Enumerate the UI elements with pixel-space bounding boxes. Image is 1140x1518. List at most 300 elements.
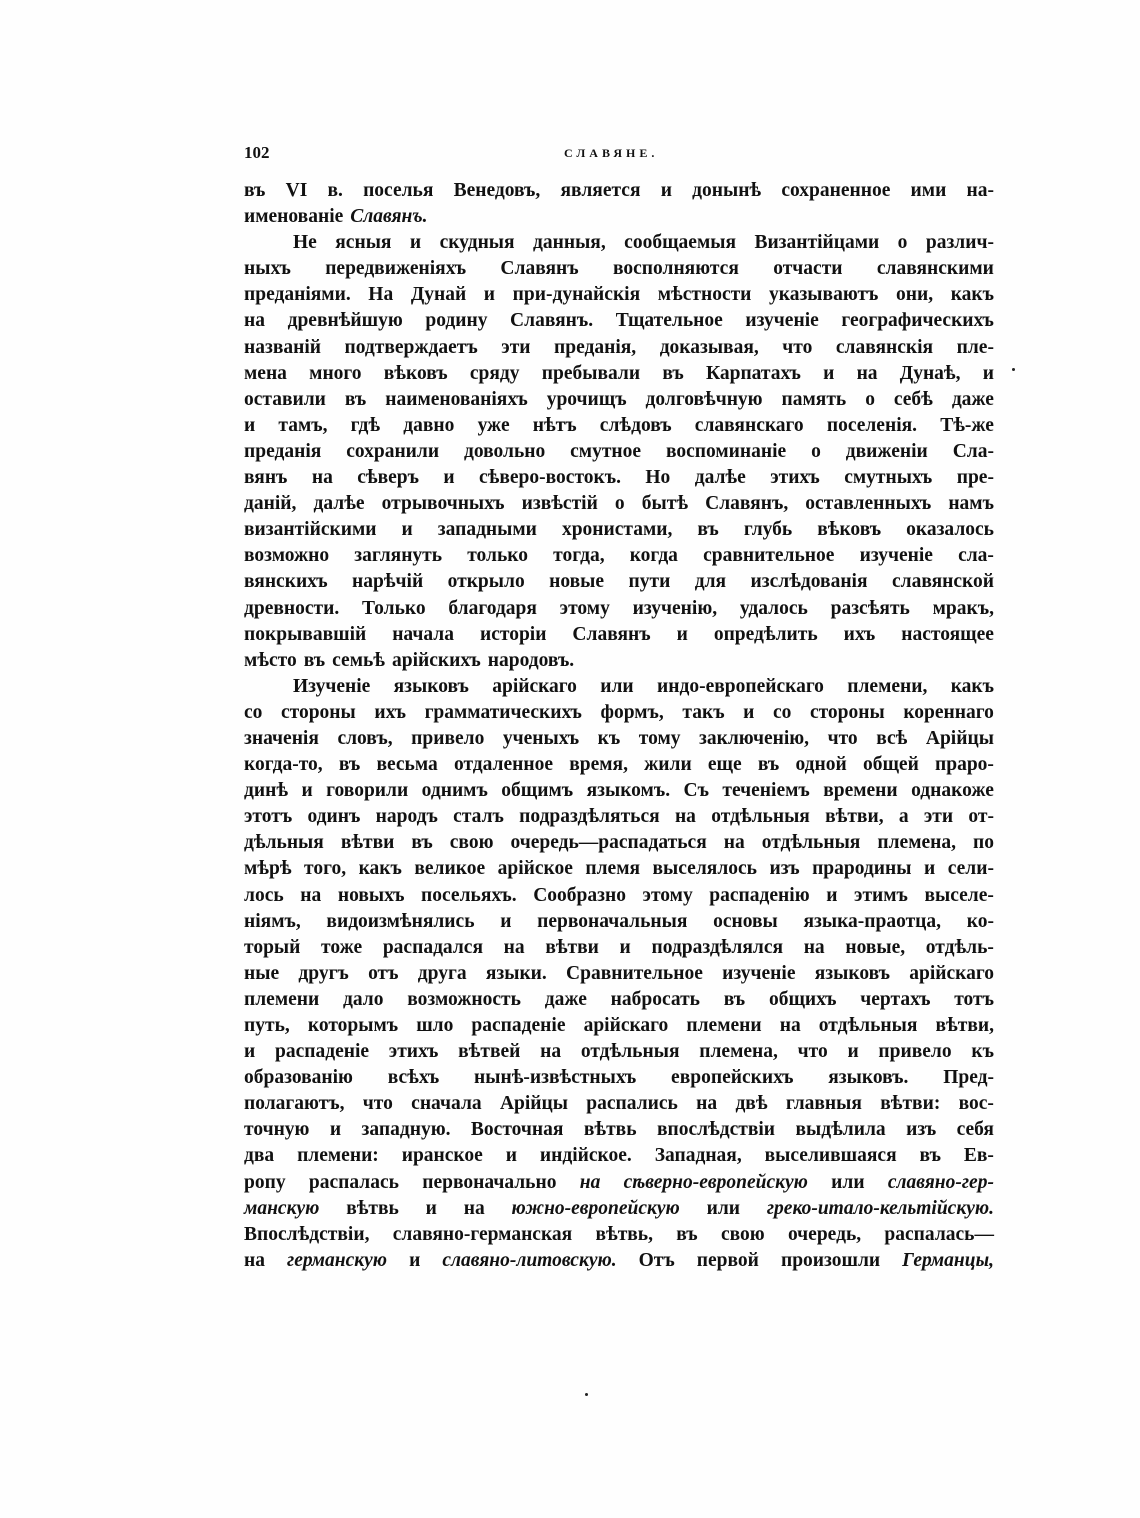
word: только [467, 545, 528, 567]
word: нѣтъ [532, 414, 577, 436]
word: со [772, 701, 792, 723]
word: мракъ, [932, 597, 994, 619]
word: прaро- [935, 754, 994, 776]
word: намъ [948, 493, 994, 515]
word: ніямъ, [244, 910, 301, 932]
word: славянскаго [694, 414, 804, 436]
word: открыло [447, 571, 525, 593]
word: удалось [739, 597, 808, 619]
word: въ [344, 388, 367, 410]
word: когда-то, [244, 754, 323, 776]
word: что [827, 727, 858, 749]
word: изученіе [745, 310, 819, 332]
text-line [244, 1248, 994, 1274]
italic-word: славяно-литовскую. [442, 1249, 617, 1271]
word: новые, [845, 936, 906, 958]
text-line [244, 935, 994, 961]
word: въ [662, 362, 684, 384]
word: ныхъ [244, 258, 291, 280]
word: первой [696, 1249, 759, 1271]
word: вѣковъ [817, 519, 882, 541]
word: говорили [326, 780, 409, 802]
text-line [244, 1065, 994, 1091]
word: гдѣ [350, 414, 381, 436]
word: географическихъ [841, 310, 994, 332]
text-line [244, 517, 994, 543]
word: вѣтви [545, 936, 599, 958]
word: долговѣчную [645, 388, 763, 410]
word: языки. [485, 962, 547, 984]
word: много [309, 362, 362, 384]
word: сохранили [346, 440, 440, 462]
word: преданіями. [244, 284, 351, 306]
word: арійскаго [583, 1015, 669, 1036]
word: доказывая, [659, 336, 759, 358]
word: языковъ [814, 962, 891, 984]
text-line [244, 1170, 994, 1196]
word: Пред- [943, 1067, 994, 1089]
text-line [244, 1013, 994, 1039]
word: и [923, 858, 936, 880]
word: отдаленное [453, 754, 554, 776]
word: от- [968, 806, 994, 828]
text-line [244, 883, 994, 909]
word: нынѣ-извѣстныхъ [474, 1067, 637, 1089]
word: великое [414, 858, 486, 880]
running-head: СЛАВЯНЕ. [564, 146, 659, 160]
word: въ [697, 519, 719, 541]
word: въ [411, 832, 433, 854]
word: пути [628, 571, 671, 593]
word: славянскія [835, 336, 934, 358]
word: арійское [497, 858, 573, 880]
word: родину [425, 310, 488, 332]
word: сели- [947, 858, 994, 880]
word: покрывавшій [244, 623, 367, 645]
text-line [244, 230, 994, 256]
word: этихъ [770, 467, 820, 489]
word: Дунай [410, 284, 467, 306]
word: въ [338, 754, 361, 776]
word: изученіе [859, 545, 933, 567]
word: наименованіяхъ [385, 388, 528, 410]
word: себя [956, 1119, 994, 1141]
word: о [897, 232, 908, 254]
word: основы [713, 910, 778, 932]
word: данныя, [533, 232, 606, 254]
word: свою [449, 832, 494, 854]
text-line [244, 308, 994, 334]
text-line [244, 856, 994, 882]
word: племени [686, 1015, 762, 1036]
text-line [244, 987, 994, 1013]
word: память [781, 388, 847, 410]
word: выселившаяся [764, 1145, 897, 1167]
text-line [244, 726, 994, 752]
text-line [244, 648, 994, 674]
word: племя [585, 858, 641, 880]
word: опредѣлить [713, 623, 818, 645]
word: мена [244, 362, 287, 384]
word: полагаютъ, [244, 1093, 345, 1115]
word: и [401, 519, 413, 541]
word: въ [676, 1223, 698, 1245]
word: даній, [244, 493, 297, 515]
word: языковъ. [828, 1067, 909, 1089]
word: разсѣять [830, 597, 910, 619]
word: бытѣ [641, 493, 689, 515]
word: кореннаго [903, 701, 994, 723]
word: вянскихъ [244, 571, 328, 593]
word: оставленныхъ [805, 493, 932, 515]
word: индо-европейскаго [656, 675, 824, 697]
word: на- [966, 180, 994, 201]
italic-word: греко-итало-кельтійскую. [766, 1197, 994, 1219]
word: Отъ [638, 1249, 675, 1271]
word: подраздѣлялся [651, 936, 784, 958]
word: жили [644, 754, 692, 776]
word: и [847, 1041, 859, 1063]
text-line [244, 1039, 994, 1065]
word: распались [586, 1093, 678, 1115]
word: сохраненное [781, 180, 891, 201]
word: чертахъ [860, 988, 931, 1010]
word: общимъ [501, 780, 574, 802]
word: и [676, 623, 688, 645]
word: Восточная [470, 1119, 564, 1141]
word: на [540, 1041, 562, 1063]
word: для [694, 571, 727, 593]
word: весьма [376, 754, 438, 776]
word: а [898, 806, 909, 828]
word: языка-праотца, [803, 910, 942, 932]
word: очередь, [787, 1223, 862, 1245]
word: воспоминаніе [665, 440, 787, 462]
word: именованіе [244, 206, 344, 228]
word: изученіе [722, 962, 796, 984]
word: набросать [610, 988, 700, 1010]
word: и [425, 1197, 437, 1219]
word: славянскими [876, 258, 994, 280]
word: новые [549, 571, 605, 593]
word: на [311, 467, 333, 489]
word: хронистами, [561, 519, 673, 541]
word: образованію [244, 1067, 353, 1089]
word: и [500, 910, 512, 932]
italic-word: на [579, 1171, 601, 1193]
word: динѣ [244, 780, 289, 802]
italic-word: манскую [244, 1197, 320, 1219]
word: или [600, 675, 634, 697]
word: этимъ [854, 884, 908, 906]
text-line [244, 465, 994, 491]
word: которымъ [307, 1015, 399, 1036]
word: Ев- [963, 1145, 994, 1167]
word: себѣ [893, 388, 933, 410]
word: уже [477, 414, 510, 436]
word: или [831, 1171, 865, 1193]
text-line [244, 700, 994, 726]
word: впослѣдствіи [656, 1119, 776, 1141]
word: пре- [956, 467, 994, 489]
word: еще [707, 754, 742, 776]
word: Тѣ-же [940, 414, 994, 436]
word: вѣтвь [346, 1197, 399, 1219]
word: общей [862, 754, 919, 776]
word: вѣтви [340, 832, 395, 854]
print-speck [585, 1393, 588, 1396]
word: древнѣйшую [287, 310, 403, 332]
word: поселенія. [826, 414, 918, 436]
word: вѣтви, [825, 806, 884, 828]
text-line [244, 1222, 994, 1248]
word: теченіемъ [722, 780, 810, 802]
word: первоначальныя [537, 910, 688, 932]
word: Сравнительное [566, 962, 703, 984]
word: на [300, 884, 322, 906]
word: вос- [958, 1093, 994, 1115]
word: западными [437, 519, 537, 541]
word: заглянуть [354, 545, 443, 567]
word: сѣверъ [357, 467, 419, 489]
word: иранское [401, 1145, 483, 1167]
word: сталъ [453, 806, 504, 828]
word: семьѣ [332, 649, 385, 671]
word: привело [411, 727, 485, 749]
word: поселья [363, 180, 434, 201]
word: вѣтви, [935, 1015, 994, 1036]
text-line [244, 335, 994, 361]
word: изученію, [632, 597, 718, 619]
word: всѣхъ [387, 1067, 440, 1089]
word: отрывочныхъ [381, 493, 505, 515]
word: очередь—распадаться [510, 832, 707, 854]
word: и [409, 1249, 421, 1271]
italic-word: Славянъ. [350, 206, 428, 228]
word: Славянъ [572, 623, 651, 645]
word: общихъ [768, 988, 837, 1010]
word: ясныя [335, 232, 392, 254]
word: въ [757, 754, 780, 776]
word: эти [923, 806, 954, 828]
word: со [244, 701, 263, 723]
word: ученыхъ [502, 727, 580, 749]
word: два [244, 1145, 275, 1167]
page-number: 102 [244, 143, 270, 162]
word: европейскихъ [671, 1067, 794, 1089]
word: одинъ [307, 806, 361, 828]
word: тоже [321, 936, 363, 958]
word: преданія [244, 440, 322, 462]
word: арійскихъ [392, 649, 481, 671]
word: Славянъ, [705, 493, 789, 515]
word: на [463, 1197, 485, 1219]
word: и [443, 467, 455, 489]
word: распаденіе [274, 1041, 370, 1063]
word: выселе- [924, 884, 994, 906]
word: Тщательное [615, 310, 723, 332]
text-line [244, 1143, 994, 1169]
word: и [743, 701, 755, 723]
word: Славянъ. [510, 310, 594, 332]
word: индійское. [539, 1145, 632, 1167]
word: даже [951, 388, 994, 410]
word: урочищъ [546, 388, 627, 410]
text-line [244, 596, 994, 622]
word: восполняются [612, 258, 739, 280]
word: племена, [877, 832, 956, 854]
text-line [244, 961, 994, 987]
word: всѣ [876, 727, 908, 749]
italic-word: славяно-гер- [887, 1171, 994, 1193]
word: ные [244, 962, 280, 984]
word: настоящее [901, 623, 994, 645]
word: на [723, 832, 745, 854]
word: шло [416, 1015, 454, 1036]
word: грамматическихъ [424, 701, 582, 723]
word: донынѣ [692, 180, 762, 201]
word: Сообразно [533, 884, 626, 906]
word: арійскаго [909, 962, 994, 984]
italic-word: германскую [287, 1249, 388, 1271]
word: и [329, 1119, 342, 1141]
word: передвиженіяхъ [325, 258, 467, 280]
word: другъ [298, 962, 349, 984]
word: глубь [743, 519, 793, 541]
word: отдѣльныя [711, 806, 810, 828]
word: мѣстности [657, 284, 752, 306]
word: изслѣдованія [750, 571, 868, 593]
text-line [244, 178, 994, 204]
word: сообщаемыя [624, 232, 737, 254]
word: исторіи [479, 623, 547, 645]
word: Но [645, 467, 671, 489]
text-line [244, 1117, 994, 1143]
word: Славянъ [500, 258, 579, 280]
word: этому [559, 597, 610, 619]
word: Арійцы [499, 1093, 568, 1115]
word: арійскаго [492, 675, 577, 697]
word: ими [910, 180, 947, 201]
word: Арійцы [925, 727, 994, 749]
text-line [244, 804, 994, 830]
word: они, [896, 284, 934, 306]
word: въ [723, 988, 746, 1010]
word: на [856, 362, 878, 384]
text-line [244, 778, 994, 804]
word: на [244, 1249, 265, 1271]
word: указываютъ [769, 284, 879, 306]
word: какъ [950, 675, 994, 697]
word: путь, [244, 1015, 290, 1036]
word: вѣтви: [880, 1093, 941, 1115]
word: какъ [358, 858, 402, 880]
text-line [244, 830, 994, 856]
word: племени [244, 988, 320, 1010]
word: подраздѣляться [519, 806, 660, 828]
word: друга [417, 962, 467, 984]
word: языковъ [393, 675, 469, 697]
word: свою [720, 1223, 765, 1245]
word: мѣсто [244, 649, 297, 671]
word: къ [971, 1041, 994, 1063]
word: смутныхъ [844, 467, 933, 489]
word: о [811, 440, 821, 462]
word: славяно-германская [392, 1223, 573, 1245]
word: и [301, 780, 313, 802]
word: на [503, 936, 525, 958]
word: далѣе [313, 493, 365, 515]
word: выселялось [652, 858, 757, 880]
word: вянъ [244, 467, 288, 489]
word: привело [878, 1041, 952, 1063]
word: сначала [411, 1093, 482, 1115]
word: по [972, 832, 994, 854]
word: или [706, 1197, 741, 1219]
word: этихъ [388, 1041, 439, 1063]
word: изъ [906, 1119, 937, 1141]
word: какъ [950, 284, 994, 306]
word: однимъ [421, 780, 488, 802]
word: произошли [780, 1249, 881, 1271]
word: прародины [812, 858, 912, 880]
word: сѣверо-востокъ. [479, 467, 621, 489]
word: народовъ. [487, 649, 575, 671]
word: стороны [809, 701, 885, 723]
word: двѣ [735, 1093, 768, 1115]
word: того, [304, 858, 347, 880]
word: вѣтвей [458, 1041, 521, 1063]
word: отдѣль- [925, 936, 994, 958]
word: пребывали [541, 362, 641, 384]
word: распадался [382, 936, 483, 958]
word: слѣдовъ [599, 414, 672, 436]
word: ихъ [843, 623, 876, 645]
page-header [244, 143, 994, 165]
word: что [797, 1041, 828, 1063]
word: Изученіе [293, 675, 371, 697]
word: точную [244, 1119, 310, 1141]
word: однакоже [911, 780, 994, 802]
word: благодаря [448, 597, 537, 619]
word: и [483, 284, 496, 306]
word: и [244, 1041, 256, 1063]
word: тотъ [954, 988, 994, 1010]
word: названій [244, 336, 321, 358]
word: оказалось [906, 519, 994, 541]
print-speck [1012, 368, 1015, 371]
word: возможность [407, 988, 521, 1010]
text-line [244, 674, 994, 700]
word: племена, [699, 1041, 778, 1063]
word: къ [597, 727, 621, 749]
word: византійскими [244, 519, 377, 541]
word: давно [403, 414, 455, 436]
word: народъ [375, 806, 438, 828]
word: языкомъ. [586, 780, 671, 802]
word: и [244, 414, 256, 436]
text-line [244, 256, 994, 282]
word: Дунаѣ, [899, 362, 961, 384]
text-line [244, 413, 994, 439]
word: племени, [847, 675, 928, 697]
word: сравнительное [703, 545, 835, 567]
italic-word: сѣверно-европейскую [623, 1171, 808, 1193]
text-line [244, 909, 994, 935]
text-line [244, 752, 994, 778]
word: посельяхъ. [421, 884, 517, 906]
word: торый [244, 936, 301, 958]
